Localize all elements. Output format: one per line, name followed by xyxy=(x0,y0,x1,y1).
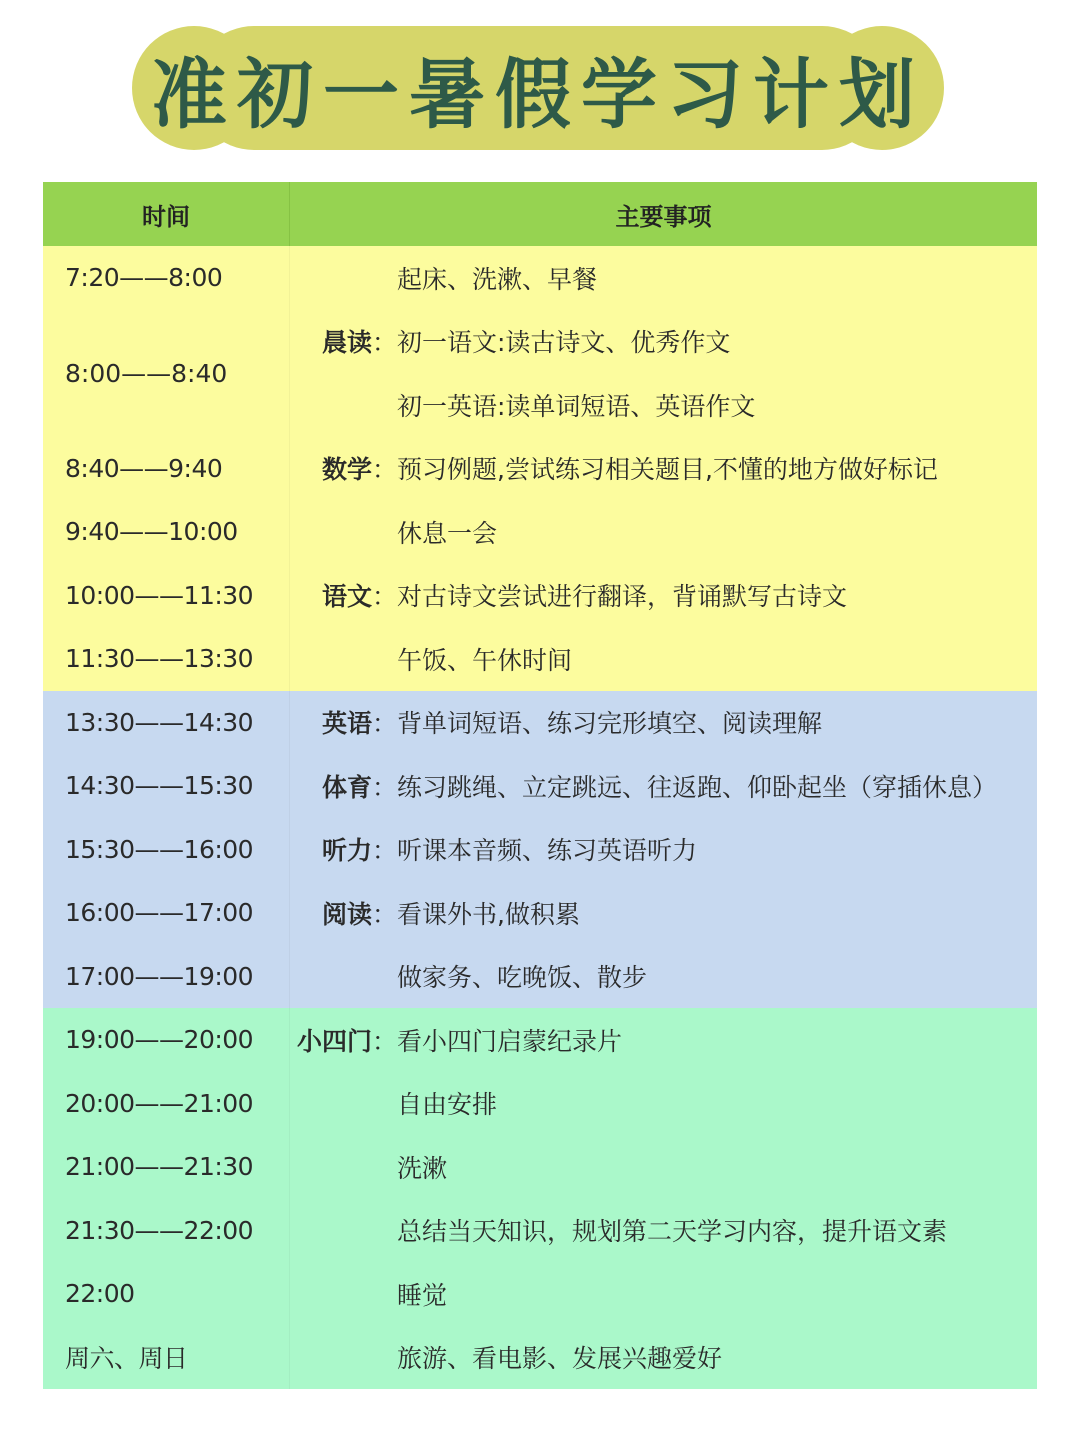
activity-cell: 练习跳绳、立定跳远、往返跑、仰卧起坐（穿插休息） xyxy=(397,772,998,802)
table-row xyxy=(43,818,1037,882)
page-title: 准初一暑假学习计划 xyxy=(151,49,925,139)
table-header xyxy=(43,182,1037,246)
subject-cell xyxy=(289,704,397,740)
subject-colon: ： xyxy=(371,709,397,739)
subject-label: 晨读 xyxy=(321,328,372,358)
subject-cell xyxy=(289,577,397,613)
title-banner xyxy=(132,26,944,156)
subject-cell xyxy=(289,831,397,867)
subject-label: 英语 xyxy=(321,709,372,739)
table-row xyxy=(43,627,1037,691)
table-row xyxy=(43,246,1037,310)
activity-cell: 看课外书,做积累 xyxy=(397,899,580,929)
schedule-table xyxy=(43,182,1037,1389)
table-row xyxy=(43,437,1037,501)
subject-cell xyxy=(289,768,397,804)
table-row xyxy=(43,691,1037,755)
subject-colon: ： xyxy=(371,582,397,612)
table-row xyxy=(43,754,1037,818)
subject-colon: ： xyxy=(371,455,397,485)
activity-cell: 洗漱 xyxy=(397,1153,448,1183)
time-cell: 21:00——21:30 xyxy=(65,1152,254,1182)
activity-cell: 旅游、看电影、发展兴趣爱好 xyxy=(397,1344,723,1374)
table-row xyxy=(43,1199,1037,1263)
subject-label: 听力 xyxy=(321,836,372,866)
subject-colon: ： xyxy=(371,899,397,929)
table-row xyxy=(43,881,1037,945)
subject-colon: ： xyxy=(371,836,397,866)
subject-cell xyxy=(289,323,397,359)
time-cell: 8:40——9:40 xyxy=(65,453,223,483)
table-row xyxy=(43,1135,1037,1199)
time-cell: 周六、周日 xyxy=(65,1344,188,1374)
table-row xyxy=(43,310,1037,374)
subject-colon: ： xyxy=(371,328,397,358)
time-cell: 10:00——11:30 xyxy=(65,580,254,610)
activity-cell: 睡觉 xyxy=(397,1280,448,1310)
subject-cell xyxy=(289,895,397,931)
time-cell: 19:00——20:00 xyxy=(65,1025,254,1055)
time-cell: 17:00——19:00 xyxy=(65,961,254,991)
header-item: 主要事项 xyxy=(615,202,712,231)
time-cell: 11:30——13:30 xyxy=(65,644,254,674)
morning-section xyxy=(43,246,1037,691)
activity-cell: 总结当天知识，规划第二天学习内容，提升语文素 xyxy=(397,1217,948,1247)
table-row xyxy=(43,1262,1037,1326)
time-cell: 20:00——21:00 xyxy=(65,1088,254,1118)
activity-cell: 起床、洗漱、早餐 xyxy=(397,264,598,294)
activity-cell: 对古诗文尝试进行翻译，背诵默写古诗文 xyxy=(397,582,848,612)
activity-cell: 预习例题,尝试练习相关题目,不懂的地方做好标记 xyxy=(397,455,938,485)
activity-cell: 休息一会 xyxy=(397,518,498,548)
activity-cell: 做家务、吃晚饭、散步 xyxy=(397,963,648,993)
table-row xyxy=(43,1008,1037,1072)
merged-time-cell: 8:00——8:40 xyxy=(65,358,228,388)
time-cell: 15:30——16:00 xyxy=(65,834,254,864)
activity-cell: 背单词短语、练习完形填空、阅读理解 xyxy=(397,709,823,739)
activity-cell: 初一语文:读古诗文、优秀作文 xyxy=(397,328,731,358)
activity-cell: 听课本音频、练习英语听力 xyxy=(397,836,698,866)
table-row xyxy=(43,500,1037,564)
table-row xyxy=(43,1072,1037,1136)
subject-colon: ： xyxy=(371,1026,397,1056)
subject-colon: ： xyxy=(371,772,397,802)
activity-cell: 看小四门启蒙纪录片 xyxy=(397,1026,623,1056)
subject-label: 阅读 xyxy=(321,899,372,929)
time-cell: 14:30——15:30 xyxy=(65,771,254,801)
time-cell: 13:30——14:30 xyxy=(65,707,254,737)
table-row xyxy=(43,945,1037,1009)
subject-label: 小四门 xyxy=(296,1026,372,1056)
afternoon-section xyxy=(43,691,1037,1009)
activity-cell: 自由安排 xyxy=(397,1090,498,1120)
subject-label: 数学 xyxy=(321,455,372,485)
evening-section xyxy=(43,1008,1037,1389)
time-cell: 9:40——10:00 xyxy=(65,517,238,547)
activity-cell: 午饭、午休时间 xyxy=(397,645,573,675)
activity-cell: 初一英语:读单词短语、英语作文 xyxy=(397,391,756,421)
subject-label: 体育 xyxy=(321,772,372,802)
header-time: 时间 xyxy=(43,182,290,246)
subject-label: 语文 xyxy=(321,582,372,612)
table-row xyxy=(43,1326,1037,1390)
time-cell: 21:30——22:00 xyxy=(65,1215,254,1245)
subject-cell xyxy=(289,1022,397,1058)
subject-cell xyxy=(289,450,397,486)
table-row xyxy=(43,564,1037,628)
table-row xyxy=(43,373,1037,437)
time-cell: 7:20——8:00 xyxy=(65,263,223,293)
time-cell: 16:00——17:00 xyxy=(65,898,254,928)
time-cell: 22:00 xyxy=(65,1279,135,1309)
